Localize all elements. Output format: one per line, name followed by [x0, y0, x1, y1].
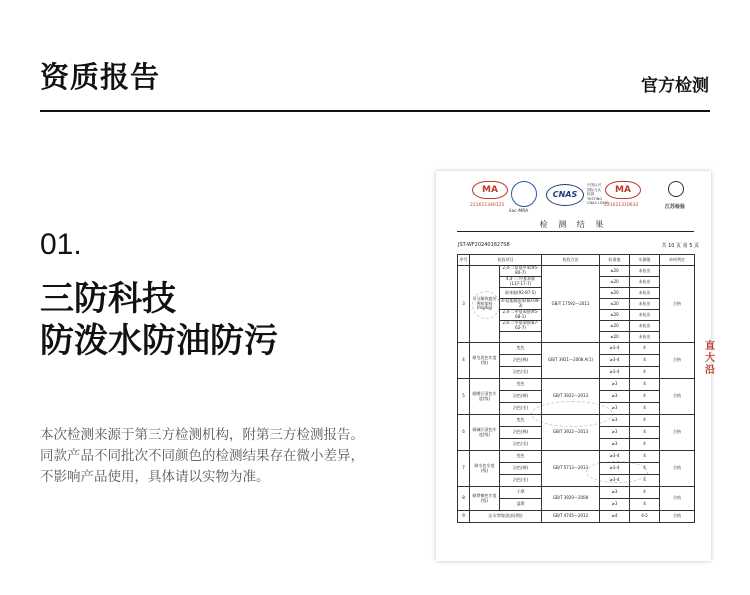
table-row	[458, 511, 695, 523]
org-name: 江苏检验	[665, 204, 686, 210]
cell-subitem: 联苯胺(92-87-5)	[500, 288, 542, 299]
cell-no: 8	[458, 487, 470, 511]
page-title: 资质报告	[40, 60, 161, 94]
cell-measured: 4	[630, 451, 660, 463]
table-row	[458, 266, 695, 277]
cell-standard: ≥3-4	[600, 475, 630, 487]
col-header-no: 序号	[458, 255, 470, 266]
cell-no: 4	[458, 343, 470, 379]
watermark-stamp	[472, 291, 500, 319]
cell-no: 6	[458, 415, 470, 451]
col-header-method: 检验方法	[542, 255, 600, 266]
cell-standard: ≥3-4	[600, 451, 630, 463]
cell-item: 耐摩擦色牢度(级)	[470, 487, 500, 511]
ilac-label: ilac-MRA	[509, 209, 529, 214]
cell-standard: ≥3	[600, 499, 630, 511]
cell-subitem: 沾色(毛)	[500, 475, 542, 487]
cell-verdict: 合格	[660, 415, 695, 451]
cell-standard: ≥3	[600, 403, 630, 415]
cell-standard: ≤20	[600, 321, 630, 332]
cell-measured: 4	[630, 367, 660, 379]
cell-subitem: 湿摩	[500, 499, 542, 511]
cell-subitem: 沾色(毛)	[500, 367, 542, 379]
col-header-item: 检验项目	[470, 255, 542, 266]
cell-standard: ≤20	[600, 288, 630, 299]
description-line-3: 不影响产品使用，具体请以实物为准。	[40, 469, 270, 485]
cnas-logo: CNAS	[546, 184, 584, 206]
cell-standard: ≥3-4	[600, 463, 630, 475]
cell-subitem: 2,6-二甲基苯胺(87-62-7)	[500, 321, 542, 332]
cnas-side-5: CNAS L5400	[587, 201, 609, 205]
cell-method: GB/T 3922—2013	[542, 379, 600, 415]
cell-measured: 4	[630, 487, 660, 499]
cell-standard: ≥3	[600, 439, 630, 451]
header-right-label: 官方检测	[641, 76, 709, 96]
cell-standard: ≥3	[600, 391, 630, 403]
cell-verdict: 合格	[660, 451, 695, 487]
cell-method: GB/T 3921—2008 A(1)	[542, 343, 600, 379]
ma-right-number: 221611310632	[604, 203, 639, 208]
cell-measured: 4-5	[630, 511, 660, 523]
section-heading-line1: 三防科技	[40, 279, 176, 319]
cell-method: GB/T 17592—2011	[542, 266, 600, 343]
cell-standard: ≥3	[600, 487, 630, 499]
cell-measured: 4	[630, 343, 660, 355]
cell-measured: 4	[630, 403, 660, 415]
section-description	[40, 425, 380, 488]
cell-item: 沾水等级(洗前)(级)	[470, 511, 542, 523]
cell-standard: ≥3	[600, 415, 630, 427]
cell-subitem: 干摩	[500, 487, 542, 499]
certificate-title-rule	[457, 231, 694, 232]
cell-subitem: 4-氨基偶氮苯(60-09-3)	[501, 298, 540, 308]
cell-subitem: 变色	[500, 343, 542, 355]
report-number: JST-WF202401827S8	[458, 242, 510, 248]
description-line-1: 本次检测来源于第三方检测机构，附第三方检测报告。	[40, 427, 364, 443]
cell-measured: 4	[630, 439, 660, 451]
cell-standard: ≥3-4	[600, 355, 630, 367]
cell-measured: 未检出	[630, 321, 660, 332]
cell-no: 7	[458, 451, 470, 487]
cell-item: 耐酸汗渍色牢度(级)	[470, 379, 500, 415]
cell-verdict: 合格	[660, 511, 695, 523]
red-seal-mark: 直大沿	[705, 341, 715, 376]
cell-measured: 未检出	[630, 266, 660, 277]
ma-right-logo: MA	[605, 181, 641, 199]
cell-measured: 未检出	[630, 288, 660, 299]
cell-standard: ≥3-4	[600, 367, 630, 379]
ma-left-number: 221611340125	[470, 203, 505, 208]
cell-standard: ≤20	[600, 266, 630, 277]
col-header-standard: 标准值	[600, 255, 630, 266]
cell-standard: ≥4	[600, 511, 630, 523]
cell-method: GB/T 4745—2012	[542, 511, 600, 523]
cell-measured: 未检出	[630, 299, 660, 310]
watermark-stamp	[586, 461, 648, 483]
cell-verdict: 合格	[660, 379, 695, 415]
header-divider	[40, 110, 710, 112]
cell-standard: ≤20	[600, 277, 630, 288]
cell-measured: 4	[630, 499, 660, 511]
test-report-image	[436, 171, 715, 561]
cell-subitem: 沾色(棉)	[500, 427, 542, 439]
cnas-side-2: 国际互认	[587, 187, 601, 192]
page-info: 共 10 页 第 5 页	[661, 243, 699, 249]
cnas-side-1: 中国认可	[587, 183, 601, 187]
cell-item: 耐碱汗渍色牢度(级)	[470, 415, 500, 451]
cell-subitem: 沾色(毛)	[500, 439, 542, 451]
cell-item: 耐皂洗色牢度(级)	[470, 343, 500, 379]
ilac-logo-icon	[511, 181, 537, 207]
cell-subitem: 2,4-二氨基甲苯(95-80-7)	[500, 266, 542, 277]
cell-subitem: 沾色(棉)	[500, 355, 542, 367]
cell-method: GB/T 3920—2008	[542, 487, 600, 511]
table-row	[458, 487, 695, 499]
cell-measured: 未检出	[630, 332, 660, 343]
table-row	[458, 451, 695, 463]
cell-measured: 未检出	[630, 277, 660, 288]
cell-standard: ≥3	[600, 427, 630, 439]
col-header-verdict: 单项判定	[660, 255, 695, 266]
cell-measured: 4	[630, 463, 660, 475]
certificate-logos	[436, 181, 711, 217]
cell-item: 可分解致癌芳香胺染料(mg/kg)	[470, 266, 500, 343]
cell-no: 9	[458, 511, 470, 523]
table-row	[458, 343, 695, 355]
cnas-side-3: 检测	[587, 192, 594, 196]
cell-subitem: 变色	[500, 415, 542, 427]
cell-subitem: 变色	[500, 451, 542, 463]
org-emblem-icon	[668, 181, 684, 197]
cell-standard: ≥3	[600, 379, 630, 391]
cell-no: 5	[458, 379, 470, 415]
table-row	[458, 379, 695, 391]
cell-standard: ≤20	[600, 299, 630, 310]
description-line-2: 同款产品不同批次不同颜色的检测结果存在微小差异，	[40, 448, 364, 464]
cell-no: 3	[458, 266, 470, 343]
cell-subitem	[500, 332, 542, 343]
cell-subitem: 2,4-二甲基苯胺(95-68-1)	[500, 310, 542, 321]
cell-measured: 4	[630, 391, 660, 403]
cell-standard: ≤20	[600, 332, 630, 343]
cell-subitem: 变色	[500, 379, 542, 391]
cell-standard: ≤20	[600, 310, 630, 321]
cell-standard: ≥3-4	[600, 343, 630, 355]
section-heading-line2: 防泼水防油防污	[40, 321, 278, 361]
cell-method: GB/T 5713—2013	[542, 451, 600, 487]
cell-verdict: 合格	[660, 487, 695, 511]
cell-verdict: 合格	[660, 266, 695, 343]
cell-measured: 4	[630, 355, 660, 367]
cell-measured: 4	[630, 427, 660, 439]
cell-subitem: 4,4'-二甲基苯胺(137-17-7)	[500, 277, 542, 288]
table-header-row	[458, 255, 695, 266]
col-header-measured: 实测值	[630, 255, 660, 266]
cell-method: GB/T 3922—2013	[542, 415, 600, 451]
cell-measured: 4	[630, 475, 660, 487]
cell-subitem: 沾色(棉)	[500, 463, 542, 475]
certificate-title: 检 测 结 果	[539, 220, 608, 229]
cell-subitem: 沾色(棉)	[500, 391, 542, 403]
cell-measured: 未检出	[630, 310, 660, 321]
watermark-stamp	[531, 401, 613, 427]
cell-subitem: 沾色(毛)	[500, 403, 542, 415]
cell-measured: 4	[630, 415, 660, 427]
cnas-side-4: TESTING	[587, 196, 603, 201]
cell-measured: 4	[630, 379, 660, 391]
ma-left-logo: MA	[472, 181, 508, 199]
cell-verdict: 合格	[660, 343, 695, 379]
section-number: 01.	[40, 228, 82, 261]
cell-item: 耐水色牢度(级)	[470, 451, 500, 487]
